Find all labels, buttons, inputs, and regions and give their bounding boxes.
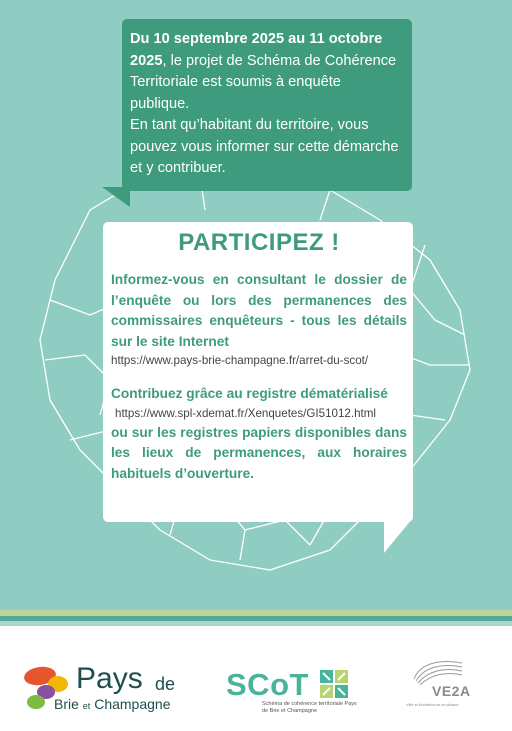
register-paragraph: Contribuez grâce au registre dématérialisé [111, 386, 388, 401]
participate-bubble [103, 222, 413, 522]
announcement-text: , le projet de Schéma de Cohérence Territoriale est soumis à enquête publique. [130, 52, 397, 112]
consult-paragraph: Informez-vous en consultant le dossier de l’enquête ou lors des permanences des commissaires enquêteurs - tous les détails sur le site Internet [111, 272, 407, 349]
participate-title: PARTICIPEZ ! [178, 229, 340, 256]
ve2a-subtitle: Ville et Architecture en Alsace [406, 702, 459, 707]
pays-de: de [155, 674, 176, 694]
scot-subtitle: Schéma de cohérence territoriale Pays de Brie et Champagne [262, 701, 357, 714]
announcement-bubble-tail [102, 187, 130, 207]
scot-word: SCoT [226, 667, 309, 702]
participate-bubble-tail [384, 519, 412, 553]
scot-logo [226, 668, 356, 718]
pays-subtitle: Brie et Champagne [54, 696, 171, 712]
website-link[interactable]: https://www.pays-brie-champagne.fr/arret-du-scot/ [111, 354, 369, 367]
scot-mark-icon [320, 670, 350, 700]
pays-brie-champagne-logo [22, 662, 202, 718]
announcement-second-text: En tant qu’habitant du territoire, vous pouvez vous informer sur cette démarche et y contribuer. [130, 117, 399, 176]
paper-register-paragraph: ou sur les registres papiers disponibles dans les lieux de permanences, aux horaires habituels d’ouverture. [111, 424, 407, 481]
announcement-dates: Du 10 septembre 2025 au 11 octobre 2025 [130, 31, 383, 69]
register-link[interactable]: https://www.spl-xdemat.fr/Xenquetes/GI51012.html [115, 406, 376, 420]
pays-word: Pays [76, 662, 143, 695]
ve2a-word: VE2A [432, 683, 471, 699]
ve2a-logo [402, 657, 472, 717]
announcement-bubble [122, 19, 412, 191]
